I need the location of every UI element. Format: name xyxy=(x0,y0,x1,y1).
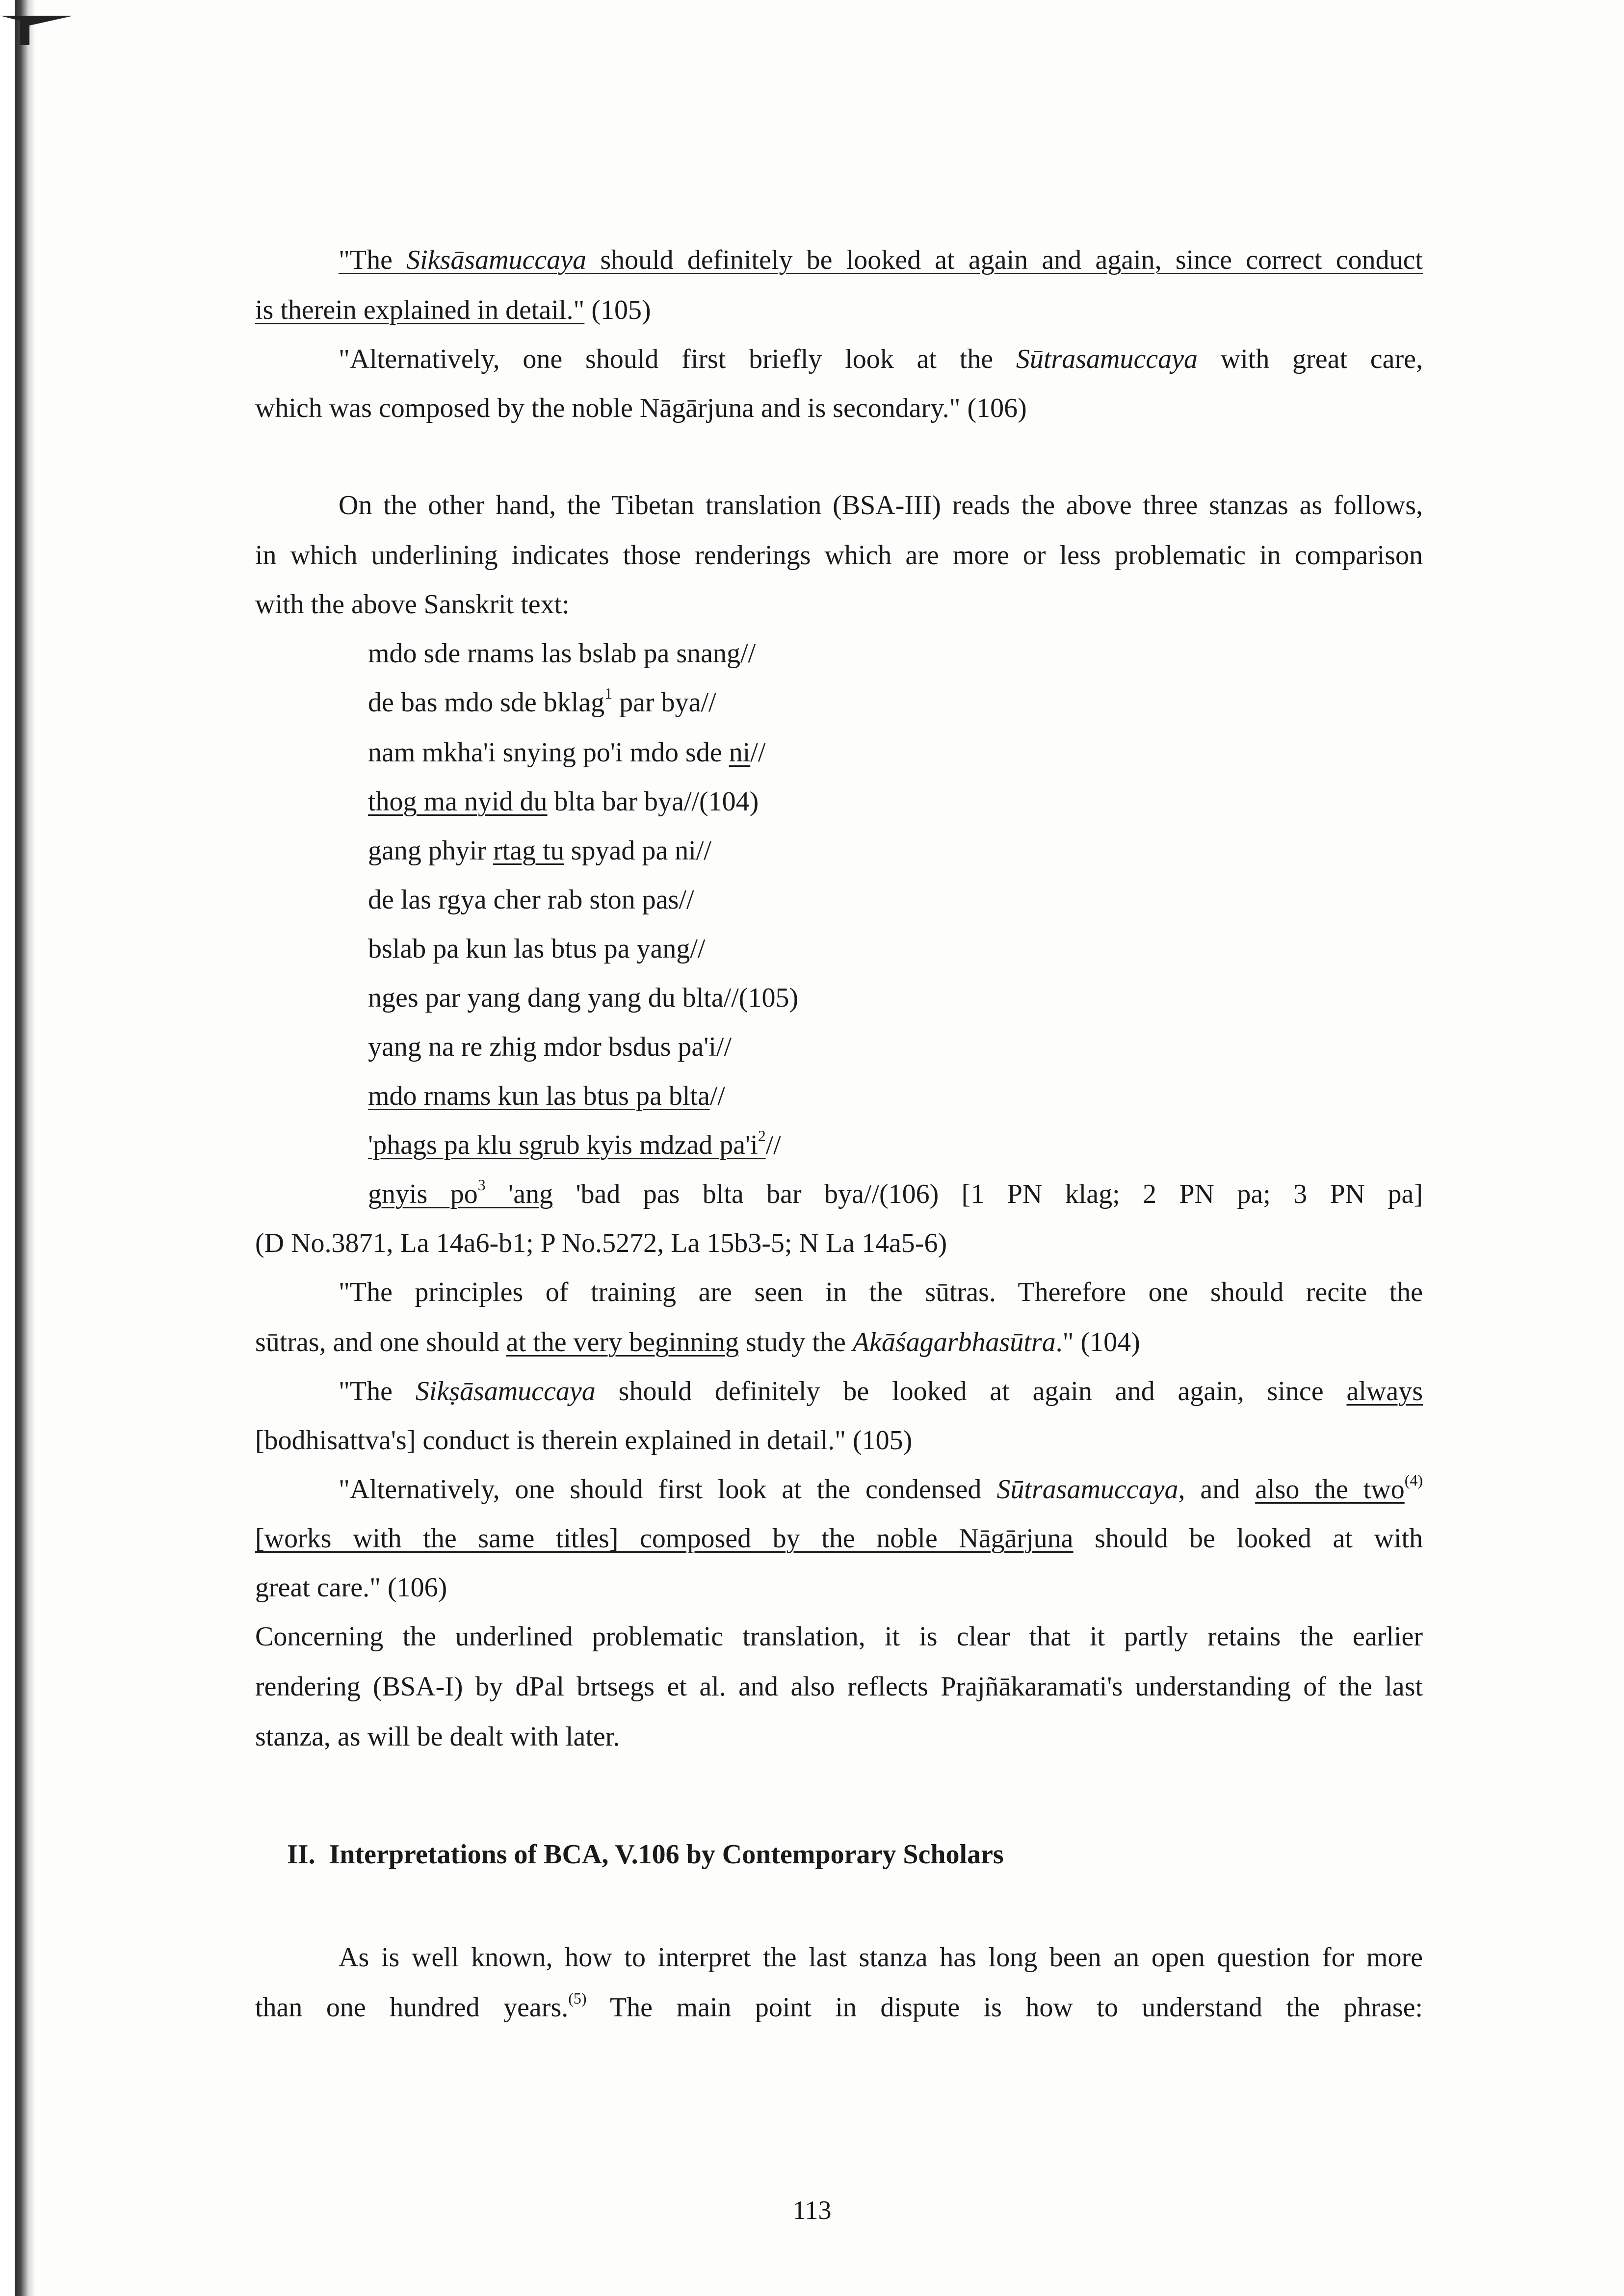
tibetan-verse-line: bslab pa kun las btus pa yang// xyxy=(368,934,706,964)
tibetan-verse-line: yang na re zhig mdor bsdus pa'i// xyxy=(368,1032,732,1062)
tibetan-verse-line: mdo sde rnams las bslab pa snang// xyxy=(368,638,756,669)
tibetan-verse-line: de bas mdo sde bklag$^1$ par bya// xyxy=(368,684,716,718)
corner-bracket-mark xyxy=(0,6,74,45)
translation-104-line-2: sūtras, and one should at the very beginning study the Akāśagarbhasūtra." (104) xyxy=(255,1327,1140,1357)
section-heading xyxy=(287,1835,1268,1874)
book-title: Sikṣāsamuccaya xyxy=(415,1376,596,1407)
tibetan-verse-line: mdo rnams kun las btus pa blta// xyxy=(368,1081,725,1111)
concern-line-3: stanza, as will be dealt with later. xyxy=(255,1722,620,1752)
tibetan-verse-line: 'phags pa klu sgrub kyis mdzad $pa'i^2//$ xyxy=(368,1127,781,1160)
tibetan-verse-line: nges par yang dang yang du blta//(105) xyxy=(368,983,799,1013)
translation-105-line-1: "The Sikṣāsamuccaya should definitely be looked at again and again, since always xyxy=(339,1376,1423,1407)
tibetan-verse-line: de las rgya cher rab ston pas// xyxy=(368,885,694,915)
section-title: Interpretations of BCA, V.106 by Contemporary Scholars xyxy=(329,1839,1004,1870)
section-number: II. xyxy=(287,1839,315,1870)
book-title: Akāśagarbhasūtra xyxy=(852,1327,1056,1357)
tibetan-verse-line: nam mkha'i snying po'i mdo sde ni// xyxy=(368,737,766,768)
translation-104-line-1: "The principles of training are seen in the sūtras. Therefore one should recite the xyxy=(339,1277,1423,1307)
concern-line-1: Concerning the underlined problematic translation, it is clear that it partly retains the earlier xyxy=(255,1621,1423,1652)
tibetan-verse-line: thog ma nyid du blta bar bya//(104) xyxy=(368,786,759,817)
quote-105-line-1: "The Siksāsamuccaya should definitely be looked at again and again, since correct conduct xyxy=(339,245,1423,275)
final-para-line-1: As is well known, how to interpret the last stanza has long been an open question for more xyxy=(339,1942,1423,1973)
translation-106-line-3: great care." (106) xyxy=(255,1572,447,1603)
tibetan-verse-line: gnyis $po^3$ 'ang 'bad pas blta bar bya//(106) [1 PN klag; 2 PN pa; 3 PN pa] xyxy=(368,1176,1423,1209)
tibetan-verse-line: gang phyir rtag tu spyad pa ni// xyxy=(368,835,711,866)
quote-105-line-2: is therein explained in detail." (105) xyxy=(255,295,651,325)
book-title: Siksāsamuccaya xyxy=(406,245,587,275)
intro-line-1: On the other hand, the Tibetan translation (BSA-III) reads the above three stanzas as follows, xyxy=(339,490,1423,521)
book-title: Sūtrasamuccaya xyxy=(996,1474,1179,1505)
tibetan-source-reference: (D No.3871, La 14a6-b1; P No.5272, La 15b3-5; N La 14a5-6) xyxy=(255,1228,947,1258)
book-title: Sūtrasamuccaya xyxy=(1016,344,1198,374)
translation-106-line-1: "Alternatively, one should first look at the condensed Sūtrasamuccaya, and also the two$^{(4)}$ xyxy=(339,1471,1423,1505)
translation-106-line-2: [works with the same titles] composed by the noble Nāgārjuna should be looked at with xyxy=(255,1523,1423,1554)
intro-line-2: in which underlining indicates those renderings which are more or less problematic in comparison xyxy=(255,540,1423,571)
final-para-line-2: than one hundred years.$^{(5)}$ The main point in dispute is how to understand the phrase: xyxy=(255,1989,1423,2023)
quote-106-line-1: "Alternatively, one should first briefly look at the Sūtrasamuccaya with great care, xyxy=(339,344,1423,374)
intro-line-3: with the above Sanskrit text: xyxy=(255,589,570,620)
binding-edge xyxy=(0,0,35,2296)
page-number: 113 xyxy=(792,2195,832,2225)
translation-105-line-2: [bodhisattva's] conduct is therein explained in detail." (105) xyxy=(255,1425,913,1456)
quote-106-line-2: which was composed by the noble Nāgārjuna and is secondary." (106) xyxy=(255,393,1027,423)
concern-line-2: rendering (BSA-I) by dPal brtsegs et al. and also reflects Prajñākaramati's understanding of the last xyxy=(255,1671,1423,1702)
